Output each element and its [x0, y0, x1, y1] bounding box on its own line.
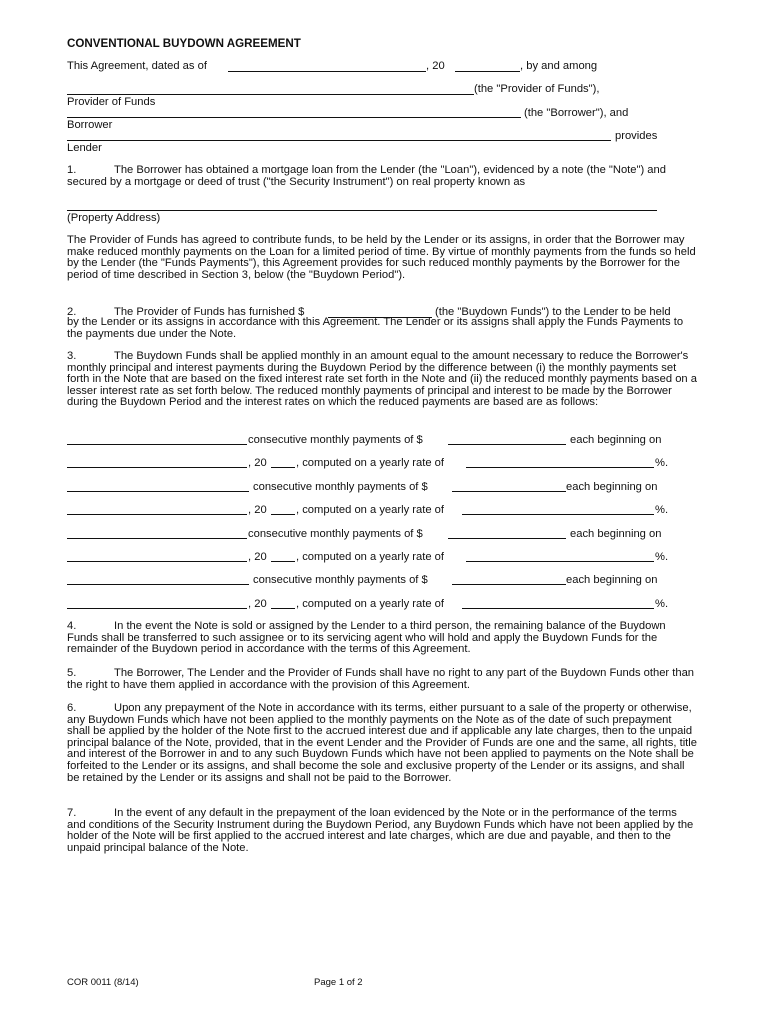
document-title: CONVENTIONAL BUYDOWN AGREEMENT: [67, 37, 301, 50]
lender-label: Lender: [67, 142, 102, 154]
year-blank[interactable]: [271, 561, 295, 562]
provider-blank[interactable]: [67, 94, 474, 95]
payments-count-blank[interactable]: [67, 584, 249, 585]
percent-label: %.: [655, 504, 669, 516]
consecutive-label: consecutive monthly payments of $: [248, 434, 423, 446]
year-blank[interactable]: [271, 514, 295, 515]
section-1: [67, 165, 697, 188]
property-address-label: (Property Address): [67, 212, 161, 224]
section-3-text: The Buydown Funds shall be applied monthly in an amount equal to the amount necessary to reduce the Borrower's monthly principal and interest payments during the Buydown Period by the difference between (i) the monthly payments set forth in the Note that are based on the fixed interest rate set forth in the Note and (ii) the reduced monthly payments based on a lesser interest rate as set forth below. The reduced monthly payments of principal and interest to be made by the Borrower during the Buydown Period and the interest rates on which the reduced payments are based are as follows:: [67, 350, 697, 409]
computed-label: , computed on a yearly rate of: [296, 551, 445, 563]
payment-amount-blank[interactable]: [448, 444, 566, 445]
each-beginning-label: each beginning on: [570, 434, 662, 446]
section-7-number: 7.: [67, 807, 77, 819]
computed-label: , computed on a yearly rate of: [296, 504, 445, 516]
section-4-number: 4.: [67, 620, 77, 632]
consecutive-label: consecutive monthly payments of $: [253, 574, 428, 586]
rate-blank[interactable]: [462, 514, 654, 515]
page-number: Page 1 of 2: [314, 977, 363, 988]
year-blank[interactable]: [455, 71, 520, 72]
section-6-number: 6.: [67, 702, 77, 714]
payments-count-blank[interactable]: [67, 444, 247, 445]
borrower-label: Borrower: [67, 119, 113, 131]
section-1-text: The Borrower has obtained a mortgage loan from the Lender (the "Loan"), evidenced by a note (the "Note") and secured by a mortgage or deed of trust ("the Security Instrument") on real property known as: [67, 164, 666, 188]
section-7: [67, 808, 697, 854]
section-2-text-b: (the "Buydown Funds") to the Lender to be held: [435, 306, 671, 318]
begin-date-blank[interactable]: [67, 561, 247, 562]
year-blank[interactable]: [271, 467, 295, 468]
year-label: , 20: [248, 504, 267, 516]
year-label: , 20: [248, 598, 267, 610]
section-3: [67, 351, 697, 409]
provider-label: Provider of Funds: [67, 96, 156, 108]
rate-blank[interactable]: [462, 608, 654, 609]
consecutive-label: consecutive monthly payments of $: [248, 528, 423, 540]
section-4: [67, 621, 697, 656]
section-2-text-a: The Provider of Funds has furnished $: [114, 306, 305, 318]
section-6: [67, 703, 697, 784]
year-label: , 20: [248, 457, 267, 469]
dated-label: This Agreement, dated as of: [67, 60, 207, 72]
section-2-text-c: by the Lender or its assigns in accordance with this Agreement. The Lender or its assigns shall apply the Funds Payments to the payments due under the Note.: [67, 316, 684, 340]
rate-blank[interactable]: [466, 561, 654, 562]
payment-amount-blank[interactable]: [452, 491, 566, 492]
computed-label: , computed on a yearly rate of: [296, 598, 445, 610]
percent-label: %.: [655, 457, 669, 469]
consecutive-label: consecutive monthly payments of $: [253, 481, 428, 493]
payments-count-blank[interactable]: [67, 491, 249, 492]
begin-date-blank[interactable]: [67, 467, 247, 468]
section-1-number: 1.: [67, 164, 77, 176]
year-blank[interactable]: [271, 608, 295, 609]
section-5: [67, 668, 697, 691]
lender-blank[interactable]: [67, 140, 611, 141]
borrower-suffix: (the "Borrower"), and: [524, 107, 629, 119]
funds-paragraph: The Provider of Funds has agreed to contribute funds, to be held by the Lender or its assigns, in order that the Borrower may make reduced monthly payments on the Loan for a limited period of time. By virtue of monthly payments from the funds so held by the Lender (the "Funds Payments"), this Agreement provides for such reduced monthly payments by the Borrower for the period of time described in Section 3, below (the "Buydown Period").: [67, 234, 696, 281]
section-7-text: In the event of any default in the prepayment of the loan evidenced by the Note or in the performance of the terms and conditions of the Security Instrument during the Buydown Period, any Buydown Funds which have not been applied by the holder of the Note will be first applied to the accrued interest and late charges, which are due and payable, and then to the unpaid principal balance of the Note.: [67, 807, 694, 854]
date-blank[interactable]: [228, 71, 426, 72]
lender-suffix: provides: [615, 130, 658, 142]
section-3-number: 3.: [67, 350, 77, 362]
year-label: , 20: [426, 60, 445, 72]
among-label: , by and among: [520, 60, 598, 72]
percent-label: %.: [655, 598, 669, 610]
begin-date-blank[interactable]: [67, 608, 247, 609]
payment-amount-blank[interactable]: [448, 538, 566, 539]
each-beginning-label: each beginning on: [566, 481, 658, 493]
each-beginning-label: each beginning on: [570, 528, 662, 540]
borrower-blank[interactable]: [67, 117, 521, 118]
provider-suffix: (the "Provider of Funds"),: [474, 83, 600, 95]
section-6-text: Upon any prepayment of the Note in accordance with its terms, either pursuant to a sale of the property or otherwise, any Buydown Funds which have not been applied to the monthly payments on the Note as of the date of such prepayment shall be applied by the holder of the Note first to the accrued interest due and if applicable any late charges, then to the unpaid principal balance of the Note, provided, that in the event Lender and the Provider of Funds are one and the same, all rights, title and interest of the Borrower in and to any such Buydown Funds which have not been applied to payments on the Note shall be forfeited to the Lender or its assigns, and shall become the sole and exclusive property of the Lender or its assigns, and shall be retained by the Lender or its assigns and shall not be paid to the Borrower.: [67, 702, 697, 784]
begin-date-blank[interactable]: [67, 514, 247, 515]
property-address-blank[interactable]: [67, 210, 657, 211]
section-5-number: 5.: [67, 667, 77, 679]
percent-label: %.: [655, 551, 669, 563]
each-beginning-label: each beginning on: [566, 574, 658, 586]
payments-count-blank[interactable]: [67, 538, 247, 539]
year-label: , 20: [248, 551, 267, 563]
form-code: COR 0011 (8/14): [67, 977, 139, 988]
section-4-text: In the event the Note is sold or assigned by the Lender to a third person, the remaining balance of the Buydown Funds shall be transferred to such assignee or to its servicing agent who will hold and apply the Buydown Funds for the remainder of the Buydown period in accordance with the terms of this Agreement.: [67, 620, 666, 656]
payment-amount-blank[interactable]: [452, 584, 566, 585]
rate-blank[interactable]: [466, 467, 654, 468]
section-2-number: 2.: [67, 306, 77, 318]
section-5-text: The Borrower, The Lender and the Provider of Funds shall have no right to any part of the Buydown Funds other than the right to have them applied in accordance with the provision of this Agreement.: [67, 667, 695, 691]
computed-label: , computed on a yearly rate of: [296, 457, 445, 469]
